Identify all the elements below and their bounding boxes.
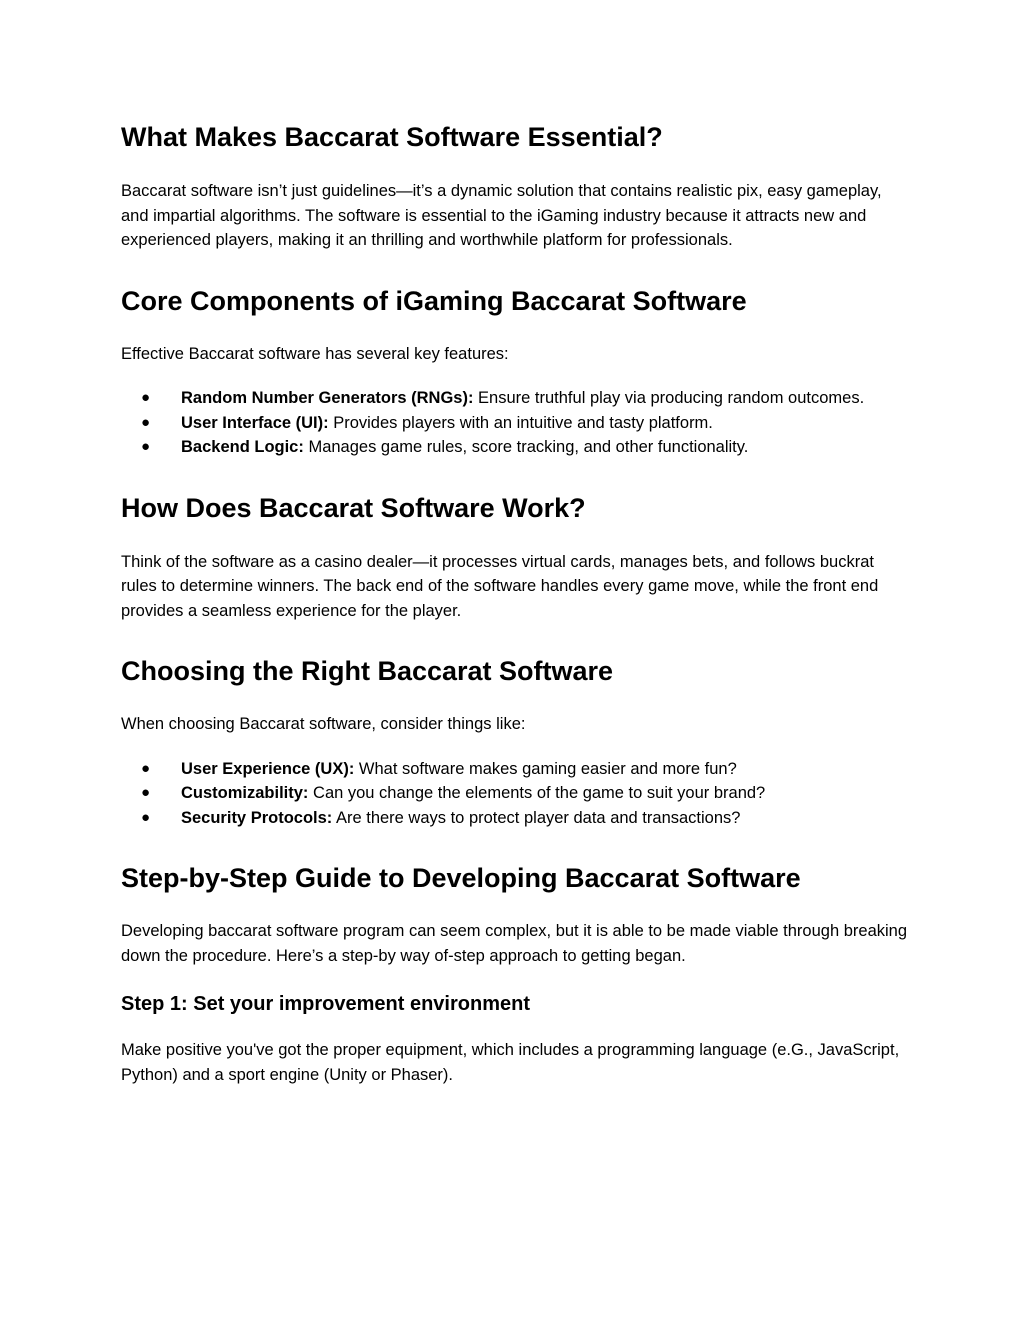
bullet-icon: ● [141, 413, 151, 431]
list-item-label: Backend Logic: [181, 438, 304, 456]
heading-choosing: Choosing the Right Baccarat Software [121, 656, 614, 686]
heading-essential: What Makes Baccarat Software Essential? [121, 122, 663, 152]
bullet-icon: ● [141, 438, 151, 455]
list-item-text: Can you change the elements of the game to suit your brand? [308, 784, 766, 802]
list-item-text: Ensure truthful play via producing random outcomes. [473, 389, 865, 407]
list-item-text: Manages game rules, score tracking, and other functionality. [303, 438, 749, 456]
heading-step-by-step-guide: Step-by-Step Guide to Developing Baccarat Software [121, 863, 801, 893]
heading-core-components: Core Components of iGaming Baccarat Software [121, 285, 747, 316]
paragraph-step-1: Make positive you've got the proper equipment, which includes a programming language (e.G., JavaScript, Python) and a sport engine (Unity or Phaser). [121, 1041, 900, 1084]
choosing-criteria-list [121, 757, 911, 831]
paragraph-core-intro: Effective Baccarat software has several key features: [121, 344, 509, 363]
list-item-label: Customizability: [181, 784, 309, 802]
list-item [121, 806, 911, 831]
list-item [121, 411, 911, 436]
list-item-label: User Interface (UI): [181, 413, 329, 432]
bullet-icon: ● [141, 784, 151, 801]
document-page [121, 120, 911, 1087]
list-item [121, 781, 911, 806]
heading-how-it-works: How Does Baccarat Software Work? [121, 492, 586, 523]
list-item [121, 757, 911, 782]
list-item-label: Security Protocols: [181, 808, 333, 827]
core-features-list [121, 386, 911, 460]
paragraph-choosing-intro: When choosing Baccarat software, consider things like: [121, 715, 526, 733]
paragraph-guide: Developing baccarat software program can seem complex, but it is able to be made viable through breaking down the procedure. Here’s a step-by way of-step approach to getting began. [121, 922, 908, 965]
list-item [121, 435, 911, 460]
list-item-label: Random Number Generators (RNGs): [181, 389, 474, 407]
paragraph-how-it-works: Think of the software as a casino dealer—it processes virtual cards, manages bets, and follows buckrat rules to determine winners. The back end of the software handles every game move, while the front end provides a seamless experience for the player. [121, 552, 879, 620]
list-item-label: User Experience (UX): [181, 759, 355, 778]
subheading-step-1: Step 1: Set your improvement environment [121, 993, 530, 1015]
list-item-text: Are there ways to protect player data and transactions? [332, 808, 741, 827]
bullet-icon: ● [141, 759, 151, 777]
bullet-icon: ● [141, 808, 151, 826]
list-item [121, 386, 911, 411]
bullet-icon: ● [141, 389, 151, 406]
list-item-text: What software makes gaming easier and more fun? [354, 759, 737, 778]
list-item-text: Provides players with an intuitive and tasty platform. [328, 413, 713, 432]
paragraph-essential: Baccarat software isn’t just guidelines—it’s a dynamic solution that contains realistic pix, easy gameplay, and impartial algorithms. The software is essential to the iGaming industry because it attracts new and experienced players, making it an thrilling and worthwhile platform for professionals. [121, 182, 882, 249]
